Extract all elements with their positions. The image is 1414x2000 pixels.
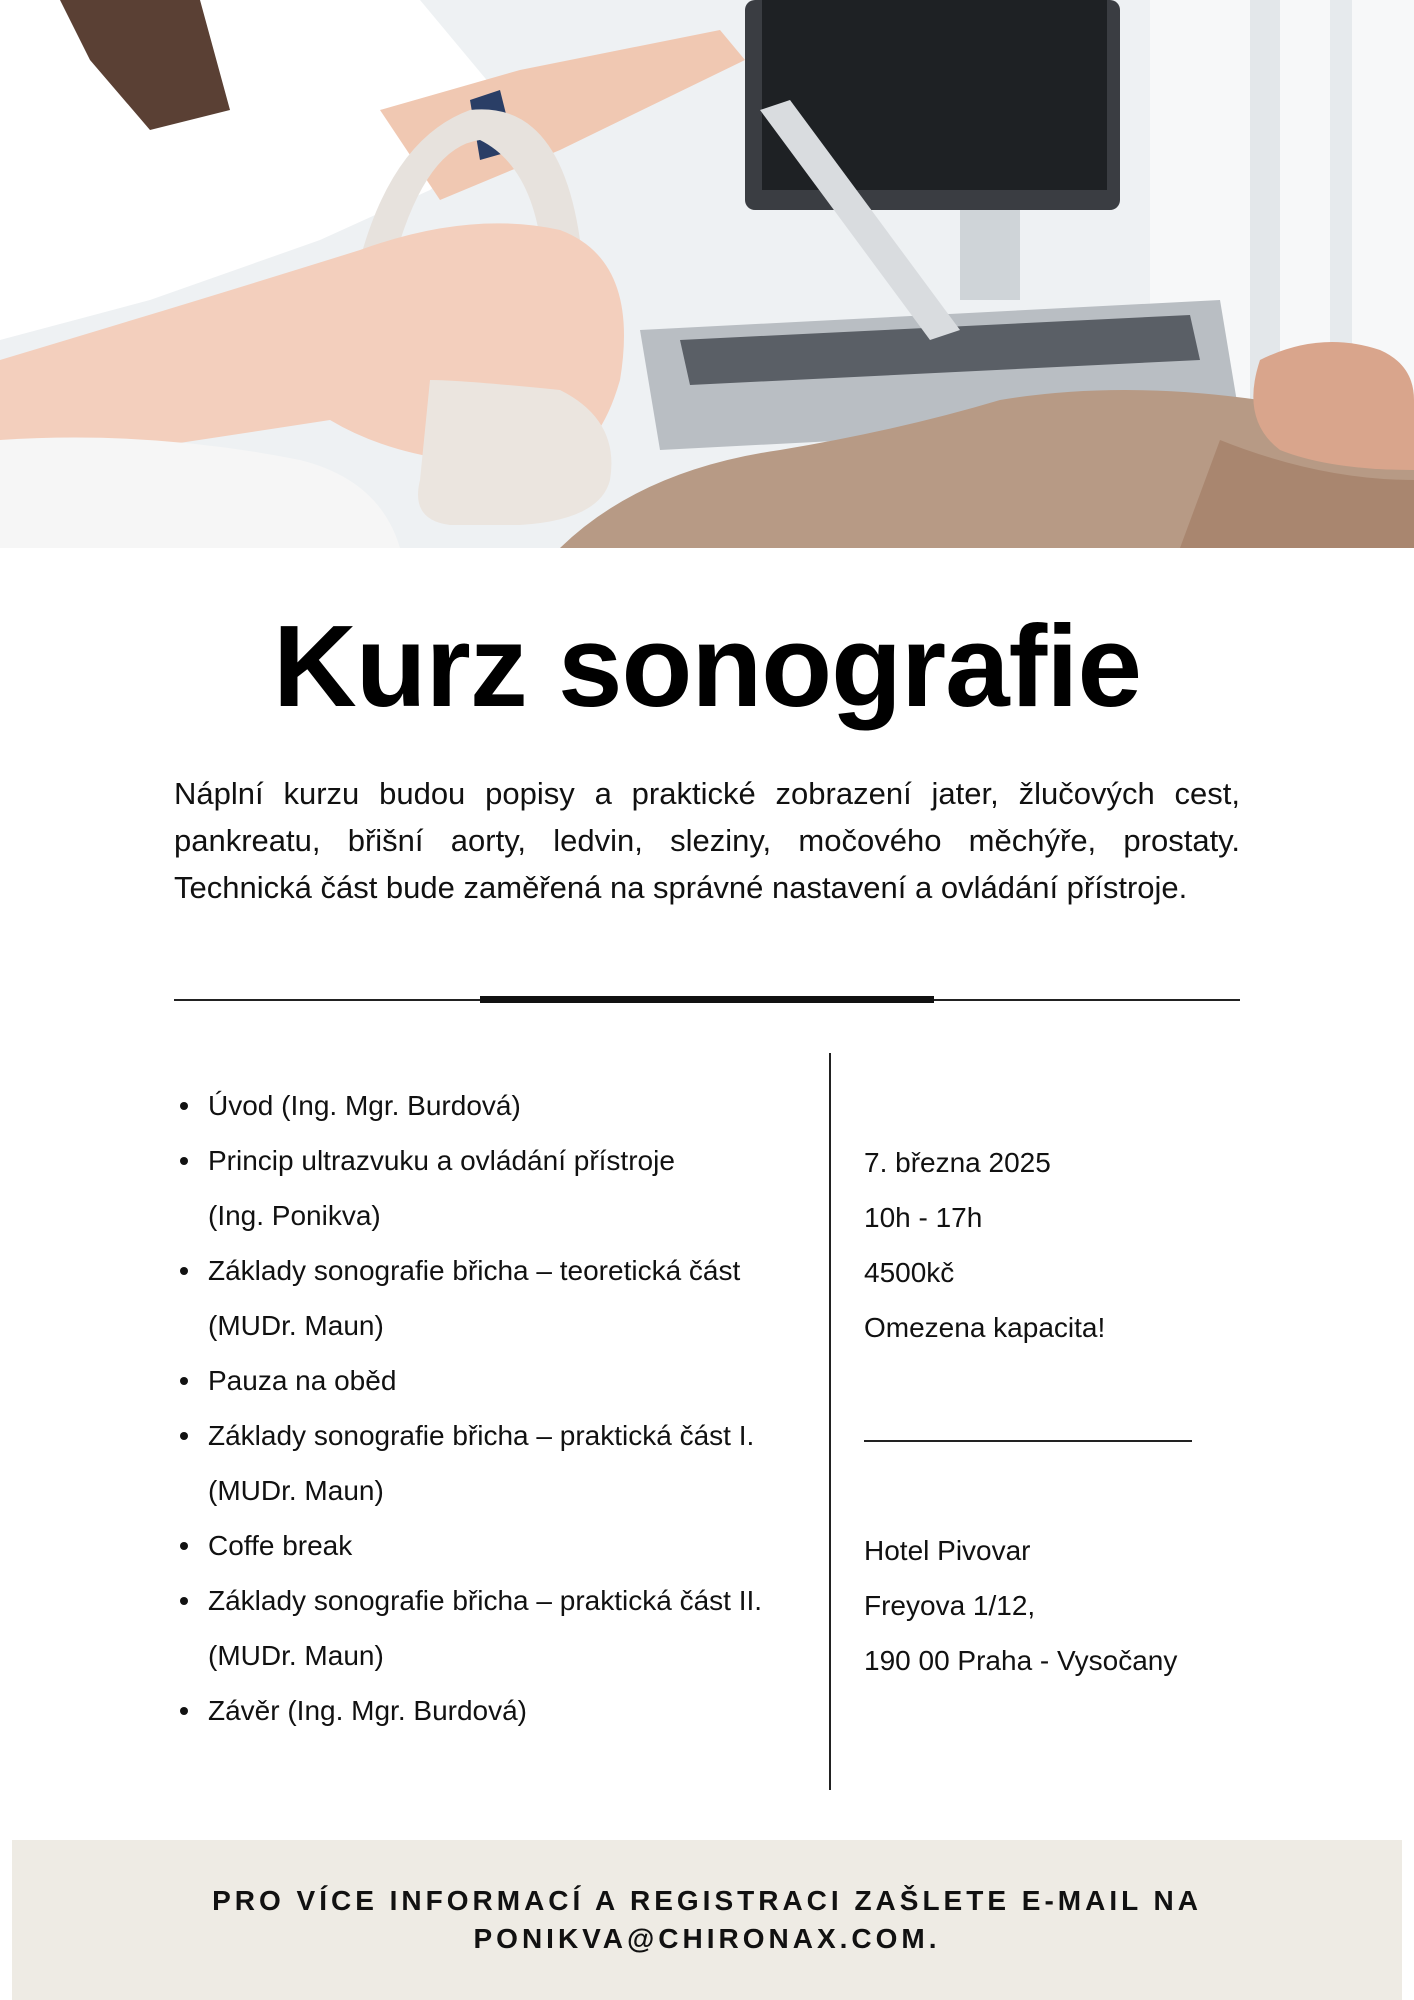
schedule-item-text: Pauza na oběd <box>208 1365 397 1396</box>
schedule-item-text: Závěr (Ing. Mgr. Burdová) <box>208 1695 528 1726</box>
course-description: Náplní kurzu budou popisy a praktické zobrazení jater, žlučových cest, pankreatu, břišní aorty, ledvin, sleziny, močového měchýře, prostaty. Technická část bude zaměřená na správné nastavení a ovládání přístroje. <box>174 776 1240 905</box>
schedule-list <box>174 1078 794 1738</box>
schedule-item <box>174 1518 794 1573</box>
venue-street: Freyova 1/12, <box>864 1590 1036 1621</box>
info-divider <box>864 1440 1192 1442</box>
event-time: 10h - 17h <box>864 1202 983 1233</box>
footer-banner <box>12 1840 1402 2000</box>
page-title: Kurz sonografie <box>273 601 1141 731</box>
schedule-item <box>174 1353 794 1408</box>
schedule-item <box>174 1408 794 1518</box>
schedule-item <box>174 1078 794 1133</box>
schedule-item-text: Základy sonografie břicha – teoretická část <box>208 1255 741 1286</box>
registration-info <box>12 1882 1402 1958</box>
ultrasound-illustration <box>0 0 1414 548</box>
venue-name: Hotel Pivovar <box>864 1535 1031 1566</box>
schedule-item-text: Základy sonografie břicha – praktická část I. <box>208 1420 755 1451</box>
schedule-item-text: Princip ultrazvuku a ovládání přístroje <box>208 1145 675 1176</box>
schedule-item-text: Úvod (Ing. Mgr. Burdová) <box>208 1090 521 1121</box>
schedule-item <box>174 1573 794 1683</box>
registration-email: PONIKVA@CHIRONAX.COM. <box>473 1923 941 1954</box>
divider-accent <box>480 996 934 1003</box>
schedule-item-speaker: (Ing. Ponikva) <box>208 1200 381 1231</box>
venue-city: 190 00 Praha - Vysočany <box>864 1645 1178 1676</box>
hero-photo <box>0 0 1414 548</box>
event-date: 7. března 2025 <box>864 1147 1051 1178</box>
event-details <box>864 1135 1105 1355</box>
schedule-item-text: Základy sonografie břicha – praktická část II. <box>208 1585 763 1616</box>
event-capacity: Omezena kapacita! <box>864 1312 1106 1343</box>
registration-text: PRO VÍCE INFORMACÍ A REGISTRACI ZAŠLETE E-MAIL NA <box>212 1885 1202 1916</box>
column-separator <box>829 1053 831 1790</box>
schedule-item <box>174 1133 794 1243</box>
schedule-item <box>174 1243 794 1353</box>
schedule-item-speaker: (MUDr. Maun) <box>208 1640 384 1671</box>
schedule-item <box>174 1683 794 1738</box>
schedule-item-speaker: (MUDr. Maun) <box>208 1475 384 1506</box>
schedule-item-speaker: (MUDr. Maun) <box>208 1310 384 1341</box>
venue-details <box>864 1523 1177 1688</box>
schedule-item-text: Coffe break <box>208 1530 353 1561</box>
event-price: 4500kč <box>864 1257 955 1288</box>
